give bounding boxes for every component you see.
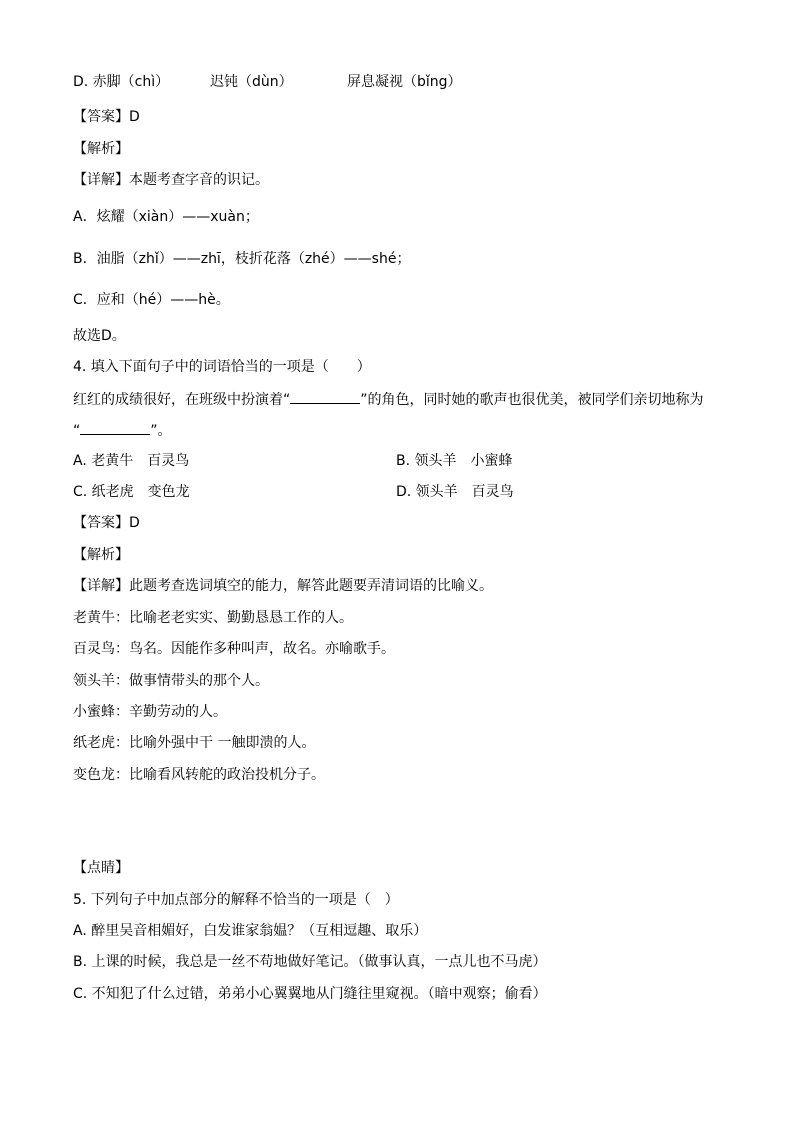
q4-sentence-line1 — [73, 389, 704, 410]
q4-blank-1 — [290, 389, 360, 404]
q3-option-d — [73, 72, 462, 92]
q3-fix-a: A．炫耀（xiàn）——xuàn； — [73, 209, 259, 225]
q4-option-b: B. 领头羊 小蜜蜂 — [396, 453, 513, 469]
q4-option-a: A. 老黄牛 百灵鸟 — [73, 453, 190, 469]
q3-option-d-part2: 迟钝（dùn） — [210, 74, 293, 90]
q3-fix-c: C．应和（hé）——hè。 — [73, 292, 230, 308]
q4-sentence-line2 — [73, 420, 172, 441]
q4-blank-2 — [80, 420, 150, 435]
q4-def: 变色龙：比喻看风转舵的政治投机分子。 — [73, 767, 325, 783]
q5-stem: 5. 下列句子中加点部分的解释不恰当的一项是（ ） — [73, 892, 399, 908]
q4-sentence-part2: ”的角色，同时她的歌声也很优美，被同学们亲切地称为 — [360, 392, 704, 408]
q3-analysis-tag: 【解析】 — [73, 141, 129, 157]
q4-detail: 【详解】此题考查选词填空的能力，解答此题要弄清词语的比喻义。 — [73, 578, 493, 594]
q4-quote-close: ”。 — [150, 423, 172, 439]
q4-def: 百灵鸟：鸟名。因能作多种叫声，故名。亦喻歌手。 — [73, 641, 395, 657]
q4-analysis-tag: 【解析】 — [73, 547, 129, 563]
q4-option-c: C. 纸老虎 变色龙 — [73, 484, 190, 500]
q4-def: 老黄牛：比喻老老实实、勤勤恳恳工作的人。 — [73, 610, 353, 626]
q3-conclusion: 故选D。 — [73, 328, 126, 344]
q4-quote-open: “ — [73, 423, 81, 439]
q4-def: 领头羊：做事情带头的那个人。 — [73, 673, 269, 689]
q4-answer: 【答案】D — [73, 515, 140, 531]
q5-option-b: B. 上课的时候，我总是一丝不苟地做好笔记。（做事认真，一点儿也不马虎） — [73, 954, 547, 970]
q4-sentence-part1: 红红的成绩很好，在班级中扮演着“ — [73, 392, 291, 408]
q4-def: 纸老虎：比喻外强中干 一触即溃的人。 — [73, 735, 316, 751]
q4-option-d: D. 领头羊 百灵鸟 — [396, 484, 514, 500]
q5-option-a: A. 醉里吴音相媚好，白发谁家翁媪？（互相逗趣、取乐） — [73, 923, 428, 939]
q4-stem: 4. 填入下面句子中的词语恰当的一项是（ ） — [73, 359, 371, 375]
q3-detail: 【详解】本题考查字音的识记。 — [73, 172, 269, 188]
q4-comment-tag: 【点睛】 — [73, 860, 129, 876]
q3-option-d-part1: D. 赤脚（chì） — [73, 74, 170, 90]
q3-answer: 【答案】D — [73, 109, 140, 125]
q3-fix-b: B．油脂（zhǐ）——zhī，枝折花落（zhé）——shé； — [73, 251, 411, 267]
q3-option-d-part3: 屏息凝视（bǐng） — [347, 74, 462, 90]
q4-def: 小蜜蜂：辛勤劳动的人。 — [73, 704, 227, 720]
q5-option-c: C. 不知犯了什么过错，弟弟小心翼翼地从门缝往里窥视。（暗中观察；偷看） — [73, 986, 547, 1002]
